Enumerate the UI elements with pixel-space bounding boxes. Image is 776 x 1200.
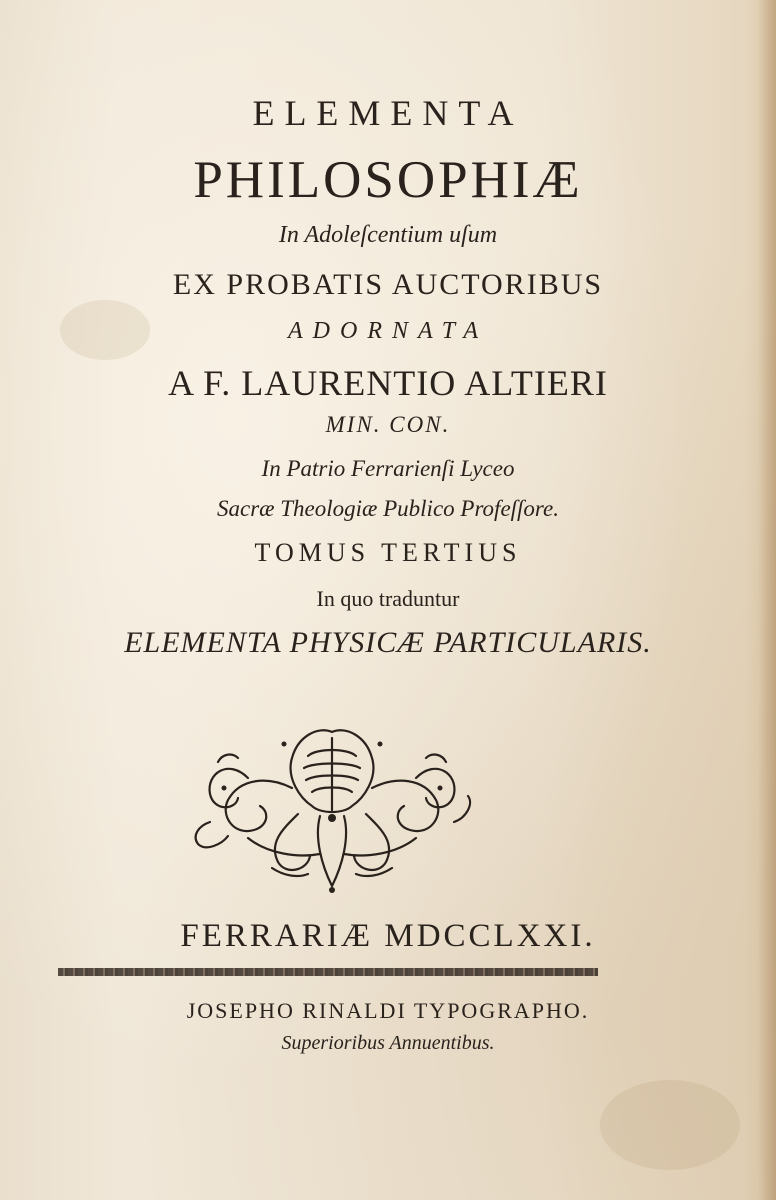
subtitle-usage: In Adoleſcentium uſum bbox=[278, 222, 498, 248]
volume-subject: ELEMENTA PHYSICÆ PARTICULARIS. bbox=[124, 626, 652, 659]
title-line-philosophiae: PHILOSOPHIÆ bbox=[193, 151, 583, 209]
floral-fleuron-icon bbox=[188, 718, 476, 898]
author-order: MIN. CON. bbox=[325, 412, 451, 437]
author-position: Sacræ Theologiæ Publico Profeſſore. bbox=[217, 496, 559, 521]
volume-label: TOMUS TERTIUS bbox=[254, 538, 522, 567]
title-line-elementa: ELEMENTA bbox=[252, 93, 524, 133]
subtitle-sources: EX PROBATIS AUCTORIBUS bbox=[172, 268, 604, 301]
imprint-permission: Superioribus Annuentibus. bbox=[281, 1032, 495, 1054]
decorative-rule bbox=[58, 968, 598, 976]
volume-intro: In quo traduntur bbox=[316, 586, 460, 611]
imprint-printer: JOSEPHO RINALDI TYPOGRAPHO. bbox=[186, 998, 590, 1023]
author-affiliation: In Patrio Ferrarienſi Lyceo bbox=[261, 456, 515, 481]
author-name: A F. LAURENTIO ALTIERI bbox=[168, 363, 608, 403]
imprint-place-date: FERRARIÆ MDCCLXXI. bbox=[180, 918, 596, 954]
paper-stain bbox=[600, 1080, 740, 1170]
subtitle-adornata: ADORNATA bbox=[288, 318, 488, 344]
